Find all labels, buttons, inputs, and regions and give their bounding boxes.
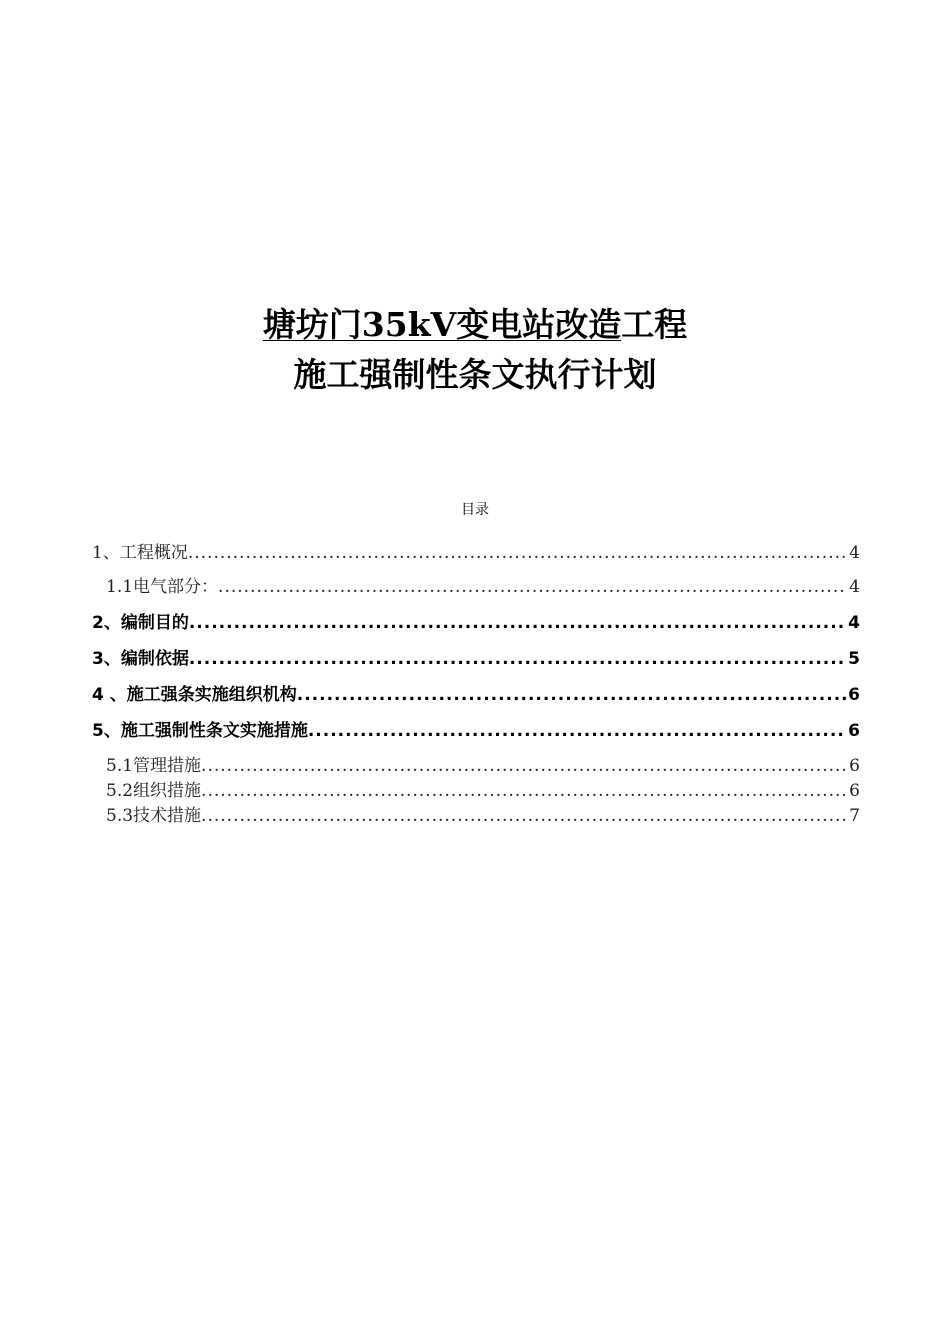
toc-entry-page: 4	[848, 613, 860, 633]
toc-entry-page: 6	[848, 721, 860, 741]
toc-leader-dots	[201, 804, 847, 828]
toc-entry-5-1[interactable]	[92, 754, 860, 779]
title-underlined-part: 塘坊门35kV变电站改造	[262, 305, 622, 344]
toc-entry-label: 5.3技术措施	[106, 806, 202, 826]
toc-entry-5[interactable]	[92, 718, 860, 754]
toc-leader-dots	[297, 684, 846, 706]
toc-entry-label: 4 、施工强条实施组织机构	[92, 685, 297, 705]
toc-entry-label: 5、施工强制性条文实施措施	[92, 721, 308, 741]
toc-leader-dots	[201, 754, 847, 778]
toc-entry-label: 3、编制依据	[92, 649, 189, 669]
toc-entry-page: 4	[849, 577, 860, 597]
toc-entry-1-1[interactable]	[92, 576, 860, 610]
title-line-2: 施工强制性条文执行计划	[293, 355, 657, 394]
document-title	[0, 300, 950, 400]
toc-entry-5-2[interactable]	[92, 779, 860, 804]
toc-entry-2[interactable]	[92, 610, 860, 646]
toc-entry-5-3[interactable]	[92, 804, 860, 829]
title-rest-part: 工程	[621, 305, 688, 344]
toc-entry-label: 1、工程概况	[92, 543, 188, 563]
toc-leader-dots	[201, 779, 847, 803]
toc-entry-4[interactable]	[92, 682, 860, 718]
toc-leader-dots	[218, 576, 847, 598]
toc-entry-page: 6	[848, 685, 860, 705]
toc-leader-dots	[188, 542, 847, 564]
toc-entry-3[interactable]	[92, 646, 860, 682]
toc-entry-label: 5.1管理措施	[106, 756, 202, 776]
toc-entry-label: 2、编制目的	[92, 613, 189, 633]
toc-entry-page: 6	[849, 756, 860, 776]
toc-leader-dots	[308, 720, 846, 742]
toc-entry-label: 5.2组织措施	[106, 781, 202, 801]
toc-leader-dots	[189, 648, 846, 670]
toc-leader-dots	[189, 612, 846, 634]
title-line-1	[0, 300, 950, 350]
toc-entry-page: 5	[848, 649, 860, 669]
table-of-contents	[92, 540, 860, 829]
toc-entry-page: 6	[849, 781, 860, 801]
toc-entry-label: 1.1电气部分：	[106, 577, 219, 597]
toc-entry-page: 7	[849, 806, 860, 826]
toc-entry-1[interactable]	[92, 540, 860, 576]
toc-heading: 目录	[461, 502, 489, 518]
toc-entry-page: 4	[849, 543, 860, 563]
